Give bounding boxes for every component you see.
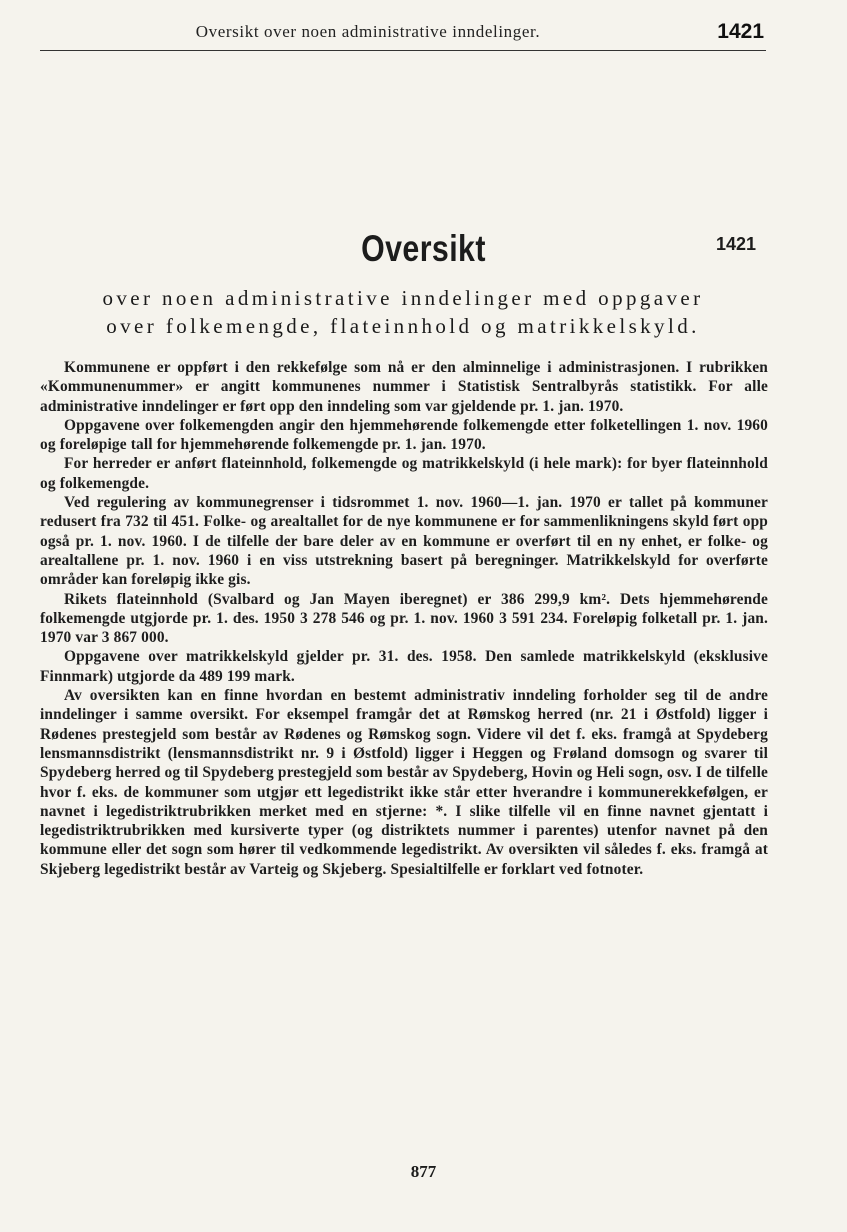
paragraph-regulation: Ved regulering av kommunegrenser i tidsrommet 1. nov. 1960—1. jan. 1970 er tallet på kommuner redusert fra 732 til 451. Folke- og arealtallet for de nye kommunene er for sammenlikningens skyld ført opp også pr. 1. nov. 1960. I de tilfelle der bare deler av en kommune er overført til en ny enhet, er folke- og arealtallene pr. 1. nov. 1960 i en viss utstrekning basert på beregninger. Matrikkelskyld for overførte områder kan foreløpig ikke gis.: [40, 494, 768, 589]
header-rule: [40, 50, 766, 51]
paragraph-matrikkelskyld: Oppgavene over matrikkelskyld gjelder pr. 31. des. 1958. Den samlede matrikkelskyld (eksklusive Finnmark) utgjorde da 489 199 mark.: [40, 648, 768, 685]
subtitle-line-2: over folkemengde, flateinnhold og matrikkelskyld.: [106, 314, 700, 338]
paragraph-intro: Kommunene er oppført i den rekkefølge som nå er den alminnelige i administrasjonen. I rubrikken «Kommunenummer» er angitt kommunenes nummer i Statistisk Sentralbyrås statistikk. For alle administrative inndelinger er ført opp den inndeling som var gjeldende pr. 1. jan. 1970.: [40, 359, 768, 415]
running-title: Oversikt over noen administrative inndelinger.: [195, 22, 541, 41]
running-header: [40, 20, 766, 46]
page-folio: 877: [410, 1162, 437, 1181]
paragraph-population: Oppgavene over folkemengden angir den hjemmehørende folkemengde etter folketellingen 1. nov. 1960 og foreløpige tall for hjemmehørende folkemengde pr. 1. jan. 1970.: [40, 416, 768, 454]
paragraph-usage: Av oversikten kan en finne hvordan en bestemt administrativ inndeling forholder seg til de andre inndelinger i samme oversikt. For eksempel framgår det at Rømskog herred (nr. 21 i Østfold) ligger i Rødenes prestegjeld som består av Rødenes og Rømskog sogn. Videre vil det f. eks. framgå at Spydeberg lensmannsdistrikt (lensmannsdistrikt nr. 9 i Østfold) ligger i Heggen og Frøland domsogn og svarer til Spydeberg herred og til Spydeberg prestegjeld som består av Spydeberg, Hovin og Heli sogn, osv. I de tilfelle hvor f. eks. de kommuner som utgjør ett legedistrikt ikke står etter hverandre i kommunerekkefølgen, er navnet i legedistriktrubrikken merket med en stjerne: *. I slike tilfelle vil en finne navnet gjentatt i legedistriktrubrikken med kursiverte typer (og distriktets nummer i parentes) utenfor navnet på den kommune eller det sogn som hører til vedkommende legedistrikt. Av oversikten vil således f. eks. framgå at Skjeberg legedistrikt består av Varteig og Skjeberg. Spesialtilfelle er forklart ved fotnoter.: [40, 687, 768, 878]
paragraph-herreder: For herreder er anført flateinnhold, folkemengde og matrikkelskyld (i hele mark): for byer flateinnhold og folkemengde.: [40, 455, 768, 492]
page-title: Oversikt: [361, 228, 486, 269]
body-text: [40, 358, 768, 879]
title-number: 1421: [716, 234, 757, 254]
subtitle-line-1: over noen administrative inndelinger med oppgaver: [102, 286, 704, 310]
paragraph-area: Rikets flateinnhold (Svalbard og Jan Mayen iberegnet) er 386 299,9 km². Dets hjemmehørende folkemengde utgjorde pr. 1. des. 1950 3 278 546 og pr. 1. nov. 1960 3 591 234. Foreløpig folketall pr. 1. jan. 1970 var 3 867 000.: [40, 590, 768, 647]
running-page-number: 1421: [717, 20, 764, 43]
